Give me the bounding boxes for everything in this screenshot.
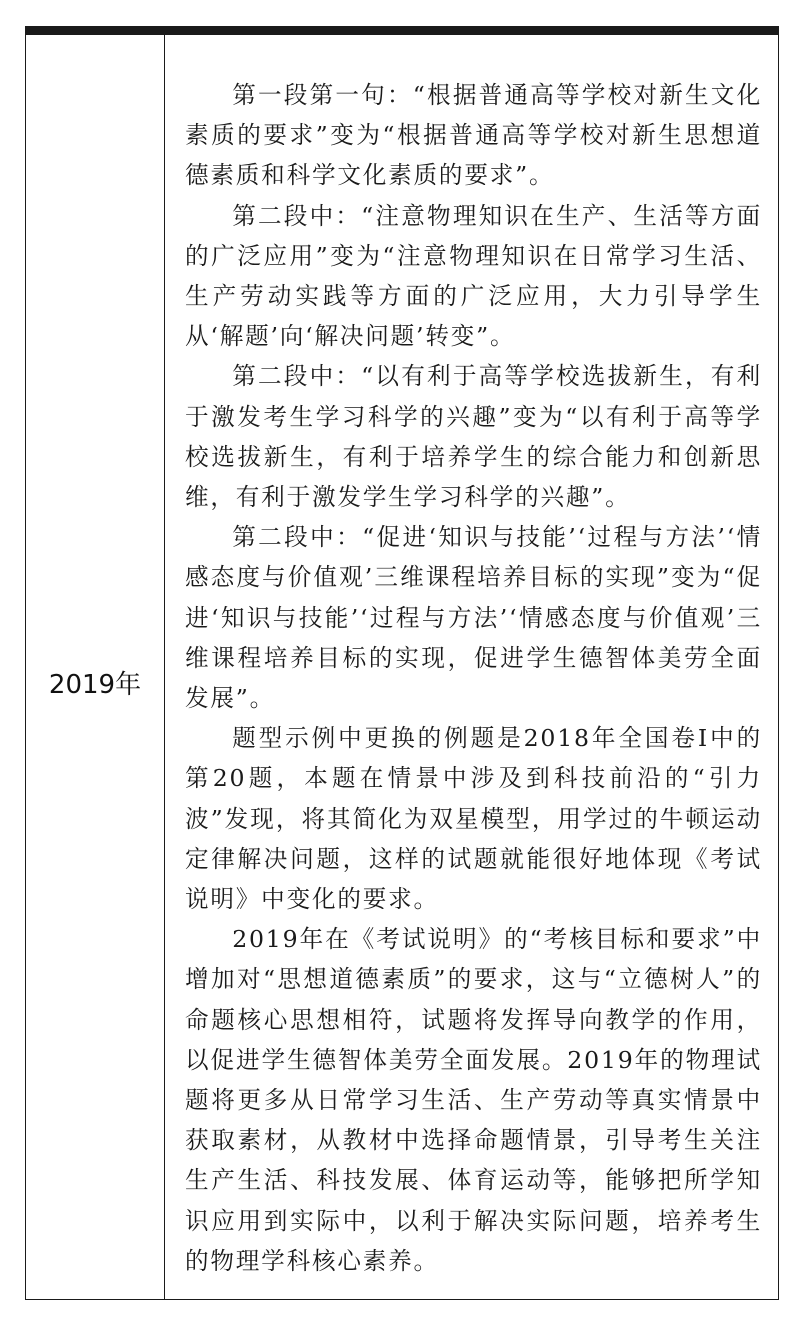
comparison-table (25, 26, 779, 1300)
paragraph-6: 2019年在《考试说明》的“考核目标和要求”中增加对“思想道德素质”的要求，这与“立德树人”的命题核心思想相符，试题将发挥导向教学的作用，以促进学生德智体美劳全面发展。2019年的物理试题将更多从日常学习生活、生产劳动等真实情景中获取素材，从教材中选择命题情景，引导考生关注生产生活、科技发展、体育运动等，能够把所学知识应用到实际中，以利于解决实际问题，培养考生的物理学科核心素养。 (185, 925, 762, 1275)
paragraph-2: 第二段中：“注意物理知识在生产、生活等方面的广泛应用”变为“注意物理知识在日常学习生活、生产劳动实践等方面的广泛应用，大力引导学生从‘解题’向‘解决问题’转变”。 (185, 201, 762, 351)
paragraph-4: 第二段中：“促进‘知识与技能’‘过程与方法’‘情感态度与价值观’三维课程培养目标的实现”变为“促进‘知识与技能’‘过程与方法’‘情感态度与价值观’三维课程培养目标的实现，促进学生德智体美劳全面发展”。 (185, 523, 762, 713)
content-cell (165, 35, 778, 1299)
paragraph-3: 第二段中：“以有利于高等学校选拔新生，有利于激发考生学习科学的兴趣”变为“以有利于高等学校选拔新生，有利于培养学生的综合能力和创新思维，有利于激发学生学习科学的兴趣”。 (185, 362, 762, 512)
paragraph-5: 题型示例中更换的例题是2018年全国卷I中的第20题，本题在情景中涉及到科技前沿的“引力波”发现，将其简化为双星模型，用学过的牛顿运动定律解决问题，这样的试题就能很好地体现《考试说明》中变化的要求。 (185, 724, 762, 914)
year-cell (26, 35, 165, 1299)
year-label: 2019年 (48, 669, 142, 700)
paragraph-1: 第一段第一句：“根据普通高等学校对新生文化素质的要求”变为“根据普通高等学校对新生思想道德素质和科学文化素质的要求”。 (185, 81, 762, 190)
